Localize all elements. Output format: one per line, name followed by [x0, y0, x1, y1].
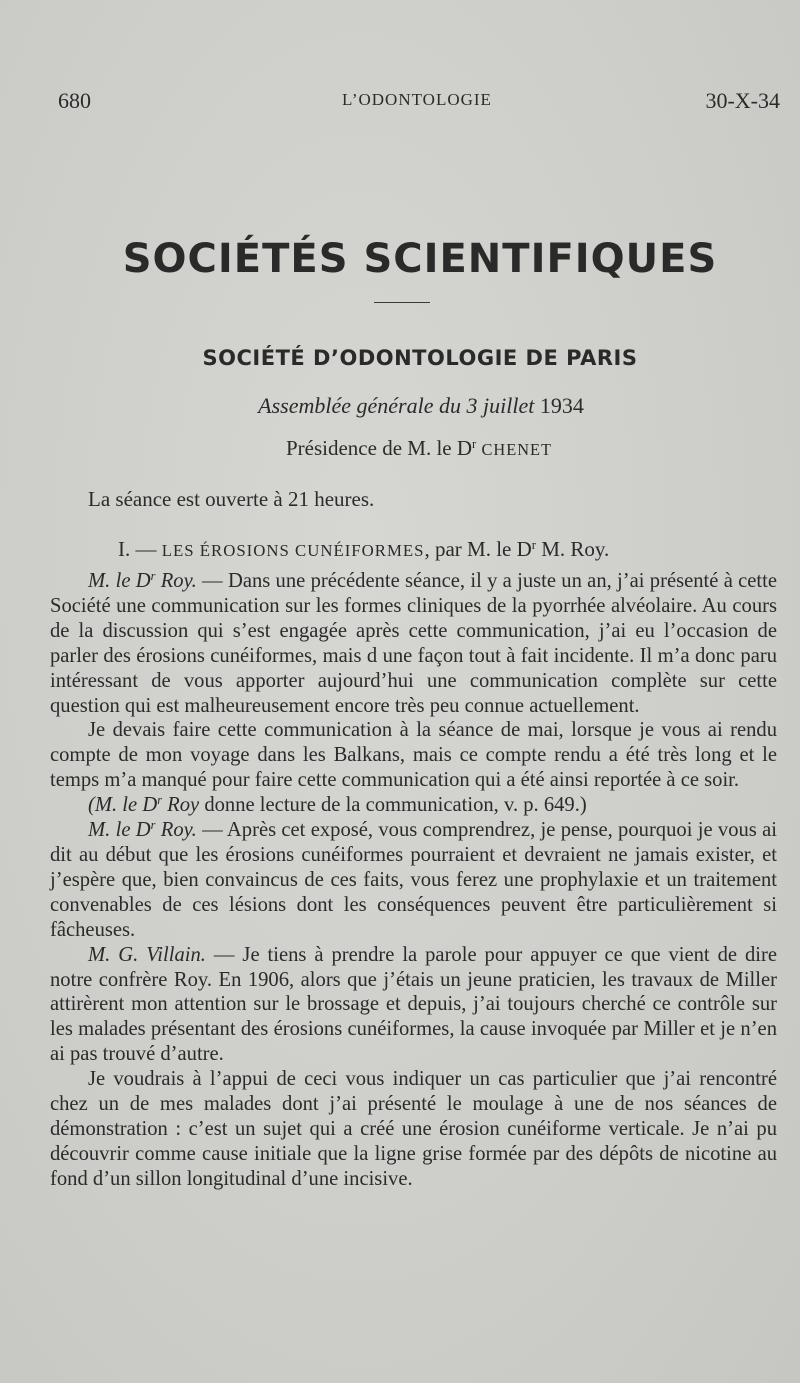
speaker: (M. le $D^r$ Roy	[88, 793, 200, 817]
paragraph	[50, 1067, 777, 1192]
presidence-line	[0, 436, 800, 461]
speaker: M. G. Villain.	[88, 943, 206, 966]
paragraph-text: donne lecture de la communication, v. p. 649.)	[199, 794, 587, 817]
speaker: M. le $D^r$ Roy.	[88, 818, 197, 842]
paragraph	[50, 793, 777, 818]
section-title: LES ÉROSIONS CUNÉIFORMES	[161, 541, 425, 560]
section-author: M. Roy.	[535, 537, 610, 561]
meeting-line	[0, 393, 800, 419]
speaker: M. le $D^r$ Roy.	[88, 569, 197, 592]
body-text	[50, 569, 777, 1192]
presidence-prefix: Présidence de M. le D	[285, 436, 473, 460]
section-numeral: I. —	[118, 537, 157, 561]
meeting-label: Assemblée générale du 3 juillet	[258, 393, 535, 418]
journal-name: L’ODONTOLOGIE	[342, 90, 492, 109]
paragraph-text: Je voudrais à l’appui de ceci vous indiquer un cas particulier que j’ai rencontré chez un de mes malades dont j’ai présenté le moulage à une de nos séances de démonstration : c’est un sujet qui a créé une érosion cunéiforme verticale. Je n’ai pu découvrir comme cause initiale que la ligne grise formée par des dépôts de nicotine au fond d’un sillon longitudinal d’une incisive.	[50, 1068, 777, 1190]
section-sup: r	[531, 538, 536, 553]
paragraph	[50, 569, 777, 718]
paragraph-text: — Dans une précédente séance, il y a juste un an, j’ai présenté à cette Société une communication sur les formes cliniques de la pyorrhée alvéolaire. Au cours de la discussion qui s’est engagée après cette communication, j’ai eu l’occasion de parler des érosions cunéiformes, mais d une façon tout à fait incidente. Il m’a donc paru intéressant de vous apporter aujourd’hui une communication complète sur cette question qui est malheureusement encore très peu connue actuellement.	[50, 570, 777, 717]
title-rule	[374, 302, 430, 303]
presidence-sup: r	[472, 437, 477, 452]
paragraph-text: — Après cet exposé, vous comprendrez, je pense, pourquoi je vous ai dit au début que les érosions cunéiformes pourraient et devraient ne jamais exister, et j’espère que, bien convaincus de ces faits, vous ferez une prophylaxie et un traitement convenables de ces lésions dont les conséquences peuvent être particulièrement si fâcheuses.	[50, 819, 777, 941]
issue-date: 30-X-34	[705, 88, 780, 113]
paragraph	[50, 718, 777, 793]
paragraph	[50, 818, 777, 943]
page-number: 680	[58, 88, 91, 113]
section-by: , par M. le D	[424, 537, 532, 561]
paragraph	[50, 943, 777, 1068]
paragraph-text: — Je tiens à prendre la parole pour appuyer ce que vient de dire notre confrère Roy. En 1906, alors que j’étais un jeune praticien, les travaux de Miller attirèrent mon attention sur le brossage et depuis, j’ai toujours cherché ce contrôle sur les malades présentant des érosions cunéiformes, la cause invoquée par Miller et je n’en ai pas trouvé d’autre.	[50, 943, 777, 1066]
meeting-year: 1934	[539, 393, 584, 418]
page-title: SOCIÉTÉS SCIENTIFIQUES	[122, 236, 718, 282]
paragraph-text: Je devais faire cette communication à la séance de mai, lorsque je vous ai rendu compte de mon voyage dans les Balkans, mais ce compte rendu a été très long et le temps m’a manqué pour faire cette communication qui a été ainsi reportée à ce soir.	[50, 719, 777, 792]
opening-line: La séance est ouverte à 21 heures.	[88, 487, 375, 511]
society-title: SOCIÉTÉ D’ODONTOLOGIE DE PARIS	[202, 346, 638, 370]
running-head	[58, 88, 780, 118]
president-name: CHENET	[481, 440, 552, 459]
section-heading	[118, 537, 609, 562]
